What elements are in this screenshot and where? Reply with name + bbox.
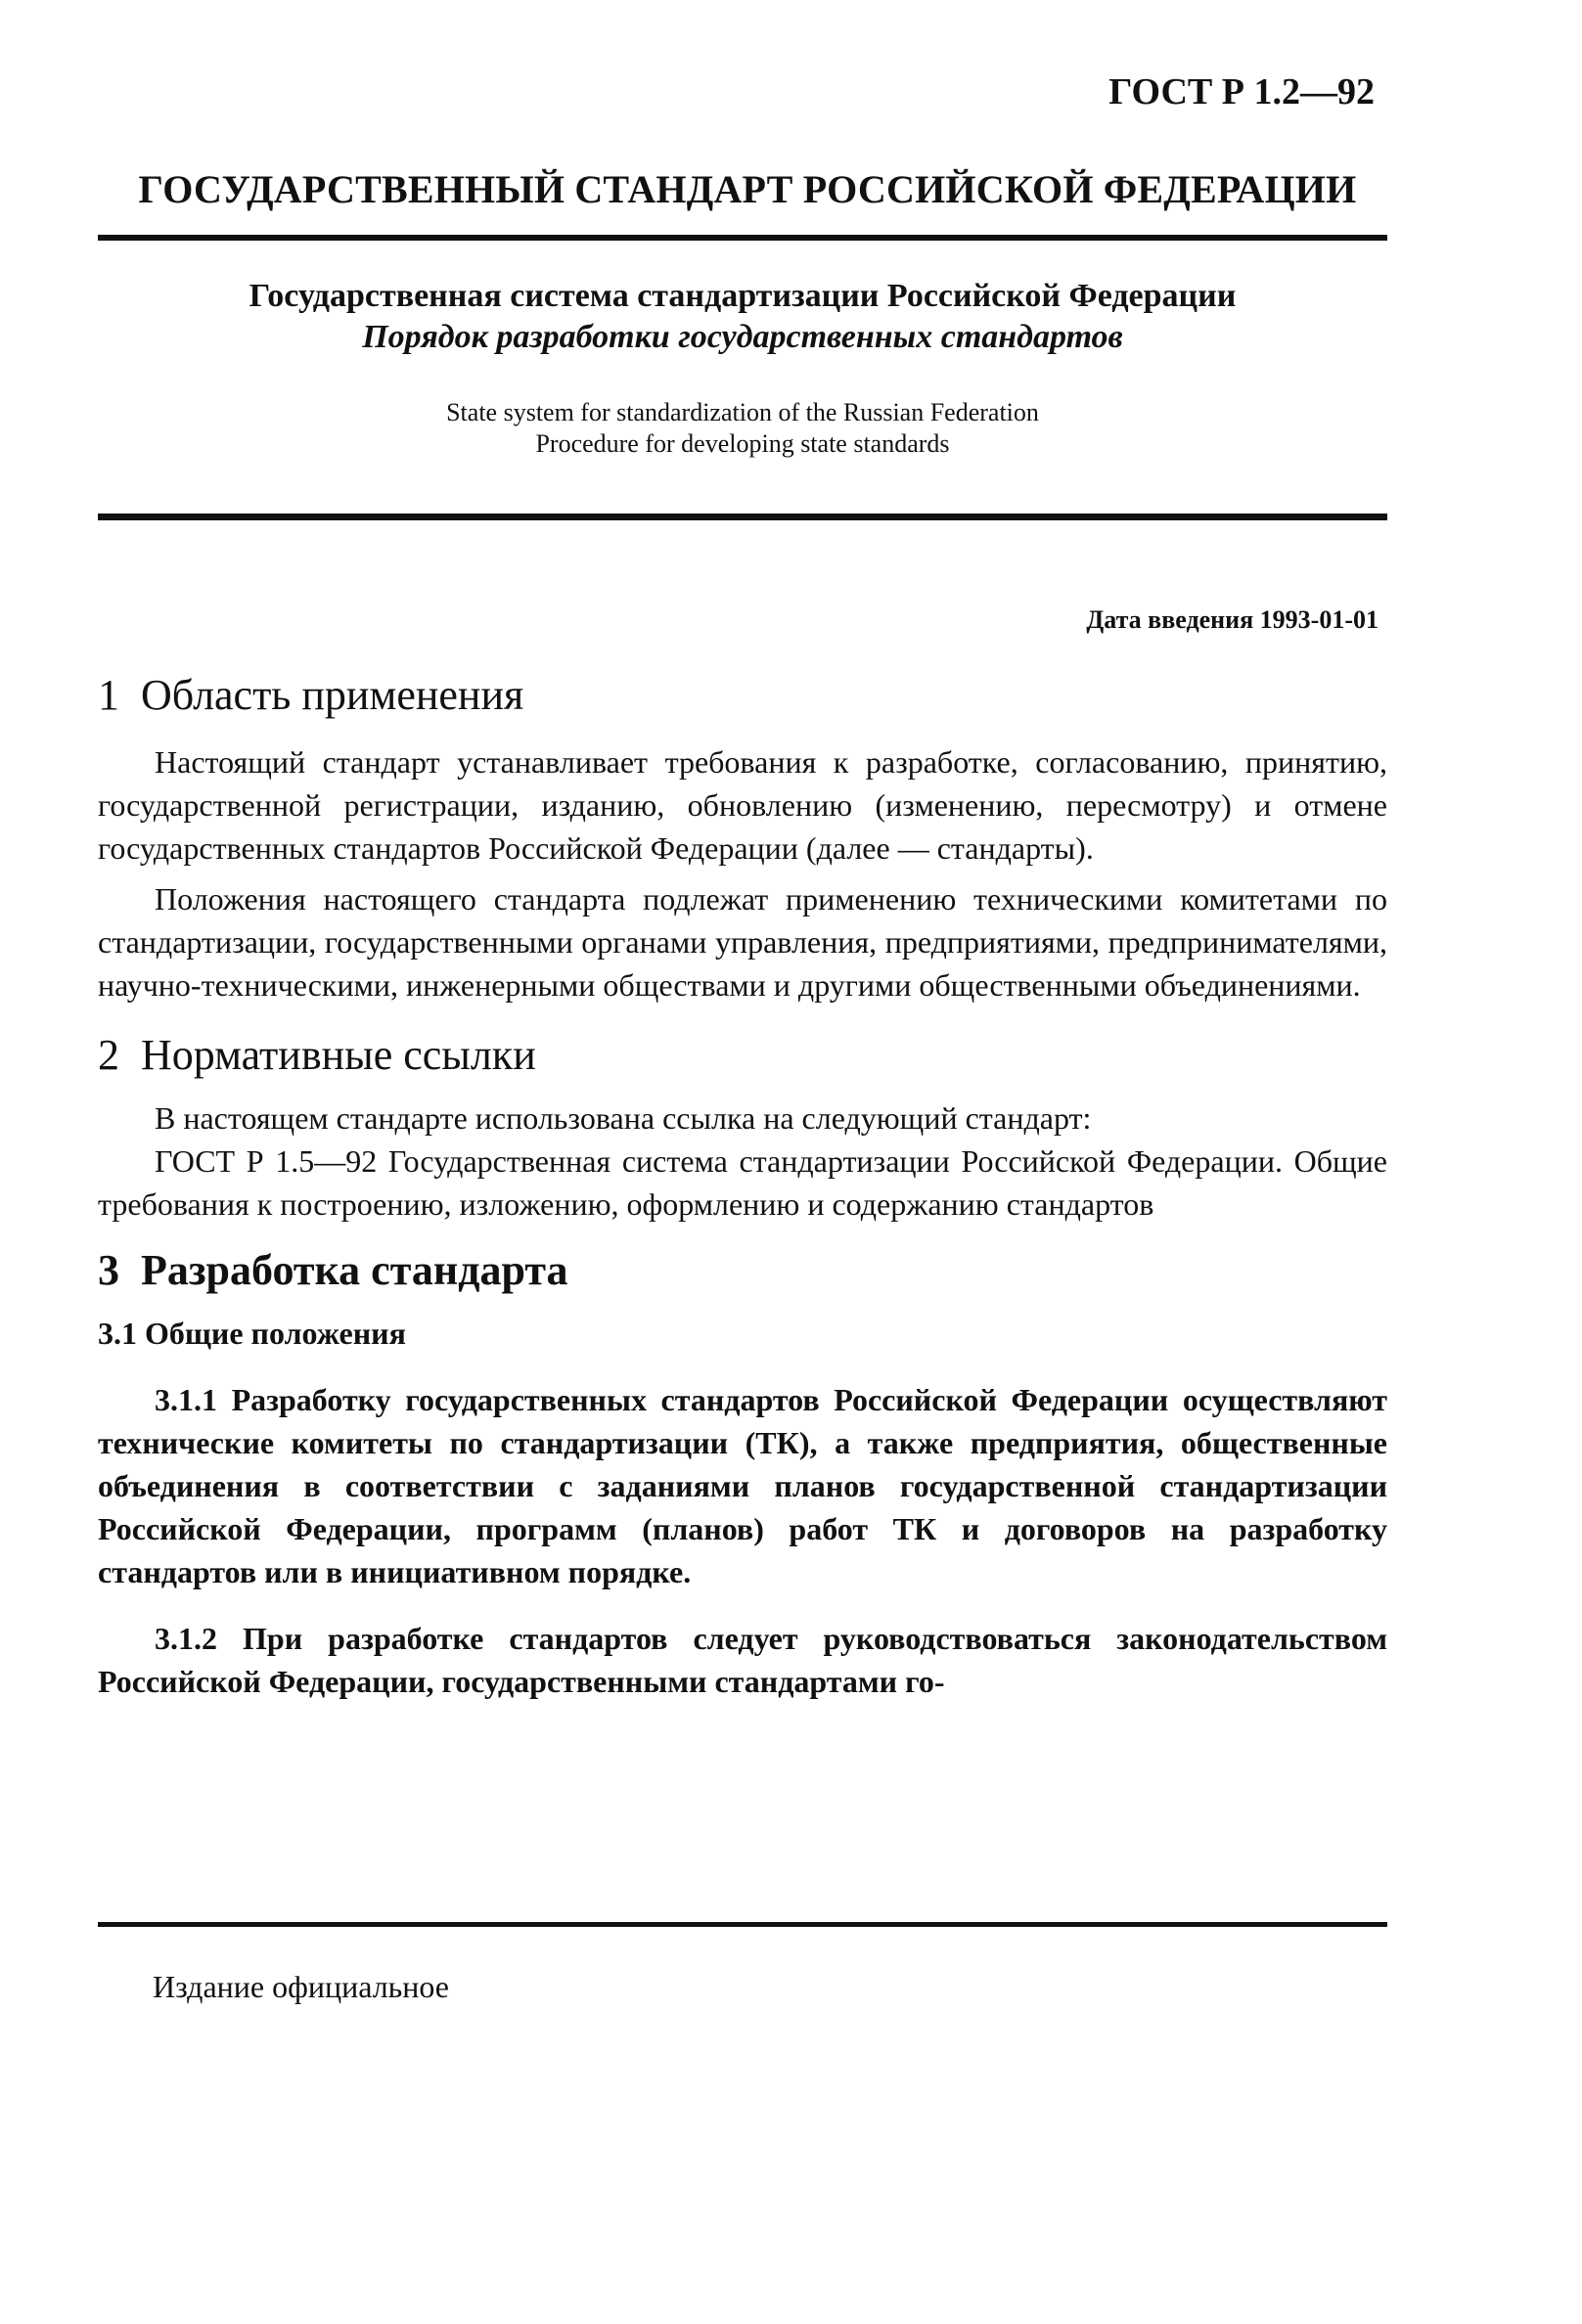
clause-text: При разработке стандартов следует руководствоваться законодательством Российской Федерации, государственными стандартами го- [98, 1621, 1388, 1699]
middle-divider [98, 514, 1387, 520]
title-block [98, 276, 1387, 460]
clause-number: 3.1.2 [155, 1621, 217, 1656]
section-title: Разработка стандарта [141, 1246, 568, 1294]
subtitle-russian: Порядок разработки государственных стандартов [362, 319, 1123, 355]
header-title: ГОСУДАРСТВЕННЫЙ СТАНДАРТ РОССИЙСКОЙ ФЕДЕРАЦИИ [138, 167, 1357, 211]
subsection-heading-3-1: 3.1 Общие положения [98, 1316, 406, 1351]
section-title: Область применения [141, 671, 524, 719]
clause-3-1-2 [98, 1617, 1387, 1703]
section-1-paragraph-1: Настоящий стандарт устанавливает требования к разработке, согласованию, принятию, государственной регистрации, изданию, обновлению (изменению, пересмотру) и отмене государственных стандартов Российской Федерации (далее — стандарты). [98, 744, 1387, 866]
section-number: 1 [98, 671, 119, 719]
section-title: Нормативные ссылки [141, 1031, 536, 1079]
intro-date: Дата введения 1993-01-01 [1086, 605, 1379, 634]
official-edition-note: Издание официальное [153, 1969, 449, 2004]
title-english-line-2: Procedure for developing state standards [535, 429, 950, 458]
clause-number: 3.1.1 [155, 1382, 217, 1417]
clause-text: Разработку государственных стандартов Российской Федерации осуществляют технические комитеты по стандартизации (ТК), а также предприятия, общественные объединения в соответствии с заданиями планов государственной стандартизации Российской Федерации, программ (планов) работ ТК и договоров на разработку стандартов или в инициативном порядке. [98, 1382, 1388, 1589]
section-2-paragraph-1: В настоящем стандарте использована ссылка на следующий стандарт: [155, 1100, 1092, 1136]
document-body [98, 668, 1387, 1703]
section-number: 3 [98, 1246, 119, 1294]
section-heading-2 [98, 1028, 1387, 1083]
section-2-paragraph-2: ГОСТ Р 1.5—92 Государственная система стандартизации Российской Федерации. Общие требования к построению, изложению, оформлению и содержанию стандартов [98, 1143, 1387, 1222]
section-heading-1 [98, 668, 1387, 723]
title-english-line-1: State system for standardization of the Russian Federation [446, 398, 1039, 426]
standard-code: ГОСТ Р 1.2—92 [1108, 71, 1375, 112]
section-1-paragraph-2: Положения настоящего стандарта подлежат применению техническими комитетами по стандартизации, государственными органами управления, предприятиями, предпринимателями, научно-техническими, инженерными обществами и другими общественными объединениями. [98, 881, 1387, 1003]
clause-3-1-1 [98, 1378, 1387, 1593]
bottom-divider [98, 1922, 1387, 1927]
top-divider [98, 235, 1387, 241]
section-number: 2 [98, 1031, 119, 1079]
title-english-block [98, 397, 1387, 460]
title-russian: Государственная система стандартизации Российской Федерации [249, 278, 1237, 314]
section-heading-3 [98, 1243, 1387, 1298]
